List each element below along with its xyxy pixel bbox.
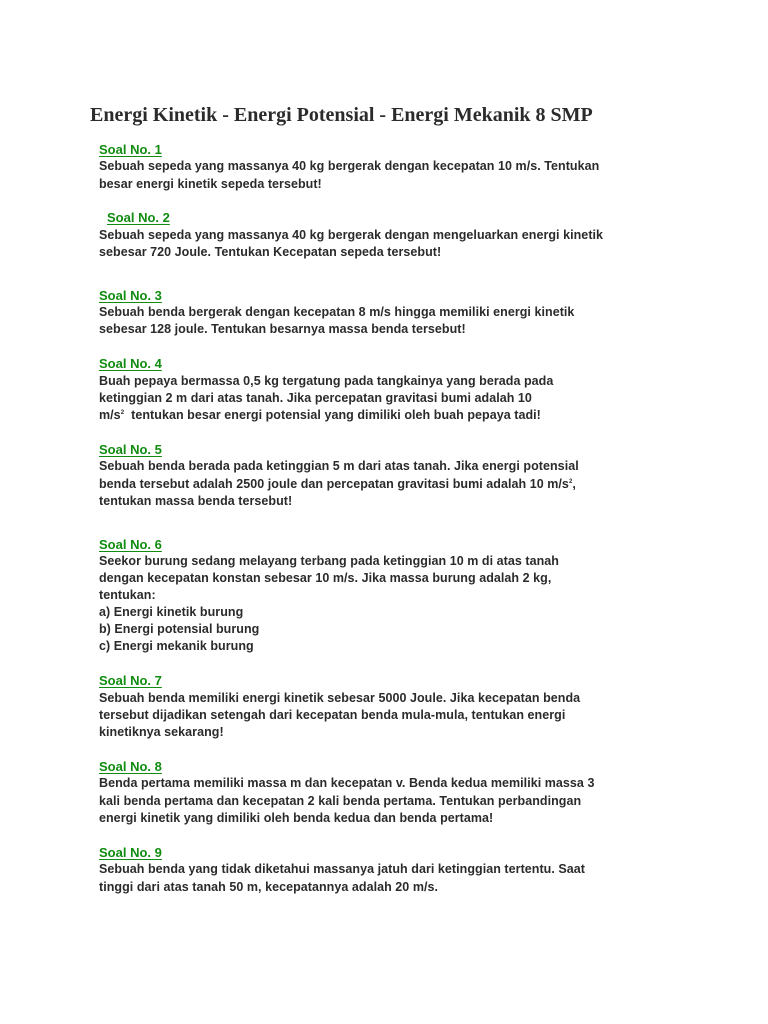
question-label-9: Soal No. 9 bbox=[99, 845, 162, 860]
question-2-line-2: sebesar 720 Joule. Tentukan Kecepatan sepeda tersebut! bbox=[99, 245, 442, 259]
question-7-line-1: Sebuah benda memiliki energi kinetik sebesar 5000 Joule. Jika kecepatan benda bbox=[99, 691, 581, 705]
question-8-line-1: Benda pertama memiliki massa m dan kecepatan v. Benda kedua memiliki massa 3 bbox=[99, 776, 595, 790]
question-8-line-3: energi kinetik yang dimiliki oleh benda kedua dan benda pertama! bbox=[99, 811, 494, 825]
document-title: Energi Kinetik - Energi Potensial - Energi Mekanik 8 SMP bbox=[90, 104, 593, 126]
question-5-unit-exponent: 2 bbox=[568, 479, 573, 485]
question-2-line-1: Sebuah sepeda yang massanya 40 kg bergerak dengan mengeluarkan energi kinetik bbox=[99, 228, 604, 242]
question-label-4: Soal No. 4 bbox=[99, 356, 162, 371]
question-label-1: Soal No. 1 bbox=[99, 142, 162, 157]
question-6-line-2: dengan kecepatan konstan sebesar 10 m/s. Jika massa burung adalah 2 kg, bbox=[99, 571, 552, 585]
question-label-6: Soal No. 6 bbox=[99, 537, 162, 552]
question-4-line-1: Buah pepaya bermassa 0,5 kg tergatung pada tangkainya yang berada pada bbox=[99, 374, 554, 388]
question-4-unit-exponent: 2 bbox=[120, 410, 125, 416]
question-7-line-2: tersebut dijadikan setengah dari kecepatan benda mula-mula, tentukan energi bbox=[99, 708, 566, 722]
question-label-3: Soal No. 3 bbox=[99, 288, 162, 303]
question-5-line-1: Sebuah benda berada pada ketinggian 5 m dari atas tanah. Jika energi potensial bbox=[99, 459, 579, 473]
question-4-line-2: ketinggian 2 m dari atas tanah. Jika percepatan gravitasi bumi adalah 10 bbox=[99, 391, 532, 405]
question-3-line-1: Sebuah benda bergerak dengan kecepatan 8 m/s hingga memiliki energi kinetik bbox=[99, 305, 575, 319]
question-6-option-b: b) Energi potensial burung bbox=[99, 622, 260, 636]
question-label-2: Soal No. 2 bbox=[107, 210, 170, 225]
question-9-line-1: Sebuah benda yang tidak diketahui massanya jatuh dari ketinggian tertentu. Saat bbox=[99, 862, 586, 876]
question-5-line-2-suffix: , bbox=[572, 477, 576, 491]
question-5-line-3: tentukan massa benda tersebut! bbox=[99, 494, 293, 508]
question-5-line-2-text: benda tersebut adalah 2500 joule dan percepatan gravitasi bumi adalah 10 m/s bbox=[99, 477, 569, 491]
question-1-line-2: besar energi kinetik sepeda tersebut! bbox=[99, 177, 322, 191]
question-6-option-a: a) Energi kinetik burung bbox=[99, 605, 244, 619]
question-6-option-c: c) Energi mekanik burung bbox=[99, 639, 254, 653]
question-1-line-1: Sebuah sepeda yang massanya 40 kg bergerak dengan kecepatan 10 m/s. Tentukan bbox=[99, 159, 600, 173]
question-7-line-3: kinetiknya sekarang! bbox=[99, 725, 224, 739]
question-8-line-2: kali benda pertama dan kecepatan 2 kali benda pertama. Tentukan perbandingan bbox=[99, 794, 582, 808]
question-6-line-1: Seekor burung sedang melayang terbang pada ketinggian 10 m di atas tanah bbox=[99, 554, 559, 568]
question-5-line-2 bbox=[99, 477, 576, 492]
question-label-7: Soal No. 7 bbox=[99, 673, 162, 688]
question-4-line-3 bbox=[99, 408, 541, 423]
question-4-unit: m/s bbox=[99, 408, 121, 422]
question-label-8: Soal No. 8 bbox=[99, 759, 162, 774]
question-3-line-2: sebesar 128 joule. Tentukan besarnya massa benda tersebut! bbox=[99, 322, 466, 336]
question-label-5: Soal No. 5 bbox=[99, 442, 162, 457]
question-9-line-2: tinggi dari atas tanah 50 m, kecepatannya adalah 20 m/s. bbox=[99, 880, 439, 894]
question-6-line-3: tentukan: bbox=[99, 588, 156, 602]
question-4-line-3-text: tentukan besar energi potensial yang dimiliki oleh buah pepaya tadi! bbox=[131, 408, 541, 422]
